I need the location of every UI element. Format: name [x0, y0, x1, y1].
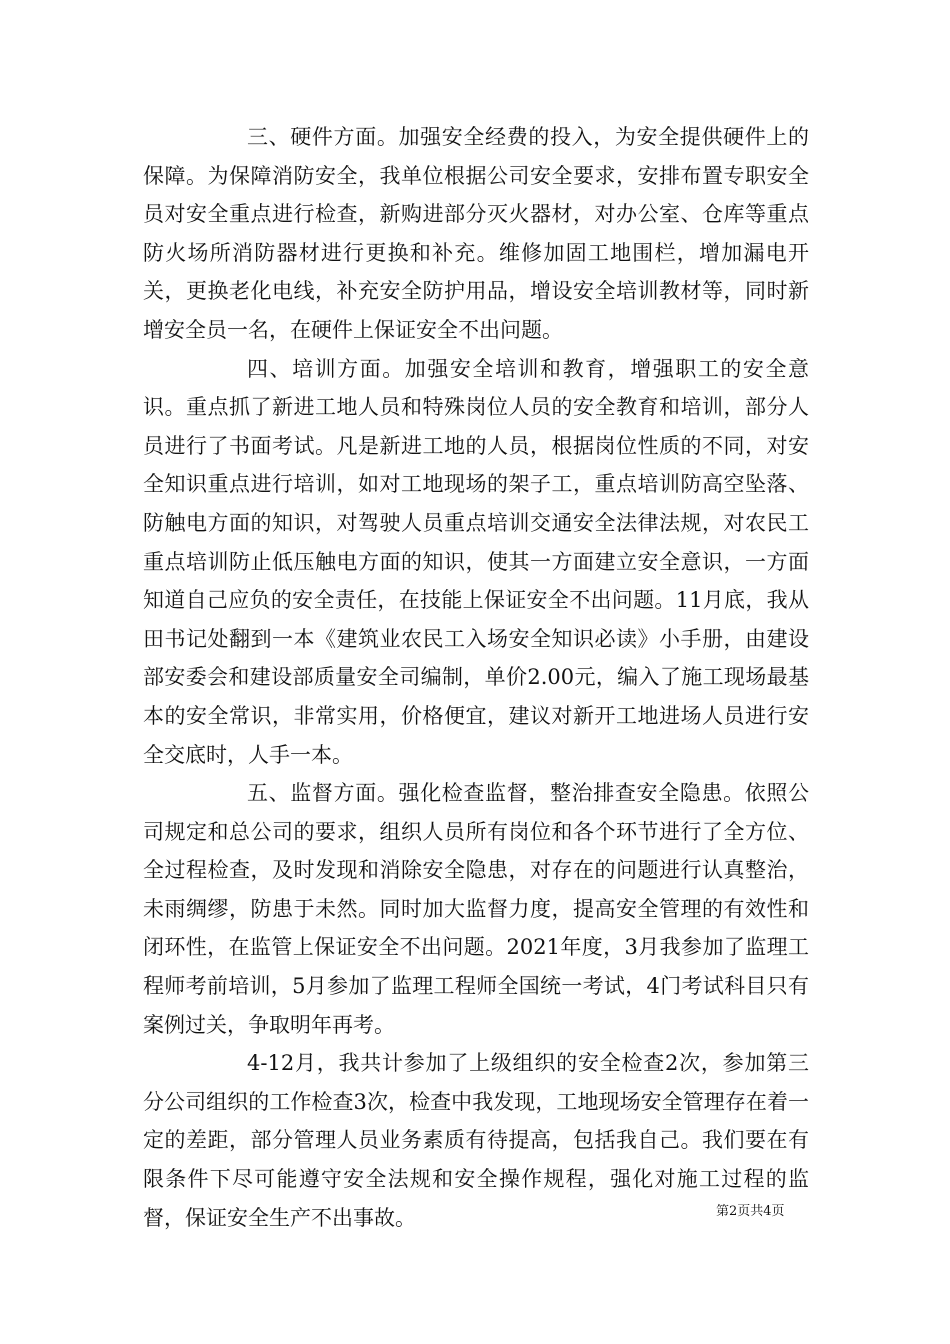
paragraph-training: 四、培训方面。加强安全培训和教育，增强职工的安全意识。重点抓了新进工地人员和特殊岗位人员的安全教育和培训，部分人员进行了书面考试。凡是新进工地的人员，根据岗位性质的不同，对安全知识重点进行培训，如对工地现场的架子工，重点培训防高空坠落、防触电方面的知识，对驾驶人员重点培训交通安全法律法规，对农民工重点培训防止低压触电方面的知识，使其一方面建立安全意识，一方面知道自己应负的安全责任，在技能上保证安全不出问题。11月底，我从田书记处翻到一本《建筑业农民工入场安全知识必读》小手册，由建设部安委会和建设部质量安全司编制，单价2.00元，编入了施工现场最基本的安全常识，非常实用，价格便宜，建议对新开工地进场人员进行安全交底时，人手一本。 — [143, 356, 809, 767]
paragraph-supervision: 五、监督方面。强化检查监督，整治排查安全隐患。依照公司规定和总公司的要求，组织人员所有岗位和各个环节进行了全方位、全过程检查，及时发现和消除安全隐患，对存在的问题进行认真整治，未雨绸缪，防患于未然。同时加大监督力度，提高安全管理的有效性和闭环性，在监管上保证安全不出问题。2021年度，3月我参加了监理工程师考前培训，5月参加了监理工程师全国统一考试，4门考试科目只有案例过关，争取明年再考。 — [143, 781, 809, 1037]
document-body — [143, 118, 809, 1237]
paragraph-inspection: 4-12月，我共计参加了上级组织的安全检查2次，参加第三分公司组织的工作检查3次，检查中我发现，工地现场安全管理存在着一定的差距，部分管理人员业务素质有待提高，包括我自己。我们要在有限条件下尽可能遵守安全法规和安全操作规程，强化对施工过程的监督，保证安全生产不出事故。 — [143, 1051, 809, 1230]
paragraph-hardware: 三、硬件方面。加强安全经费的投入，为安全提供硬件上的保障。为保障消防安全，我单位根据公司安全要求，安排布置专职安全员对安全重点进行检查，新购进部分灭火器材，对办公室、仓库等重点防火场所消防器材进行更换和补充。维修加固工地围栏，增加漏电开关，更换老化电线，补充安全防护用品，增设安全培训教材等，同时新增安全员一名，在硬件上保证安全不出问题。 — [143, 125, 809, 342]
page-number: 第2页共4页 — [716, 1204, 785, 1219]
